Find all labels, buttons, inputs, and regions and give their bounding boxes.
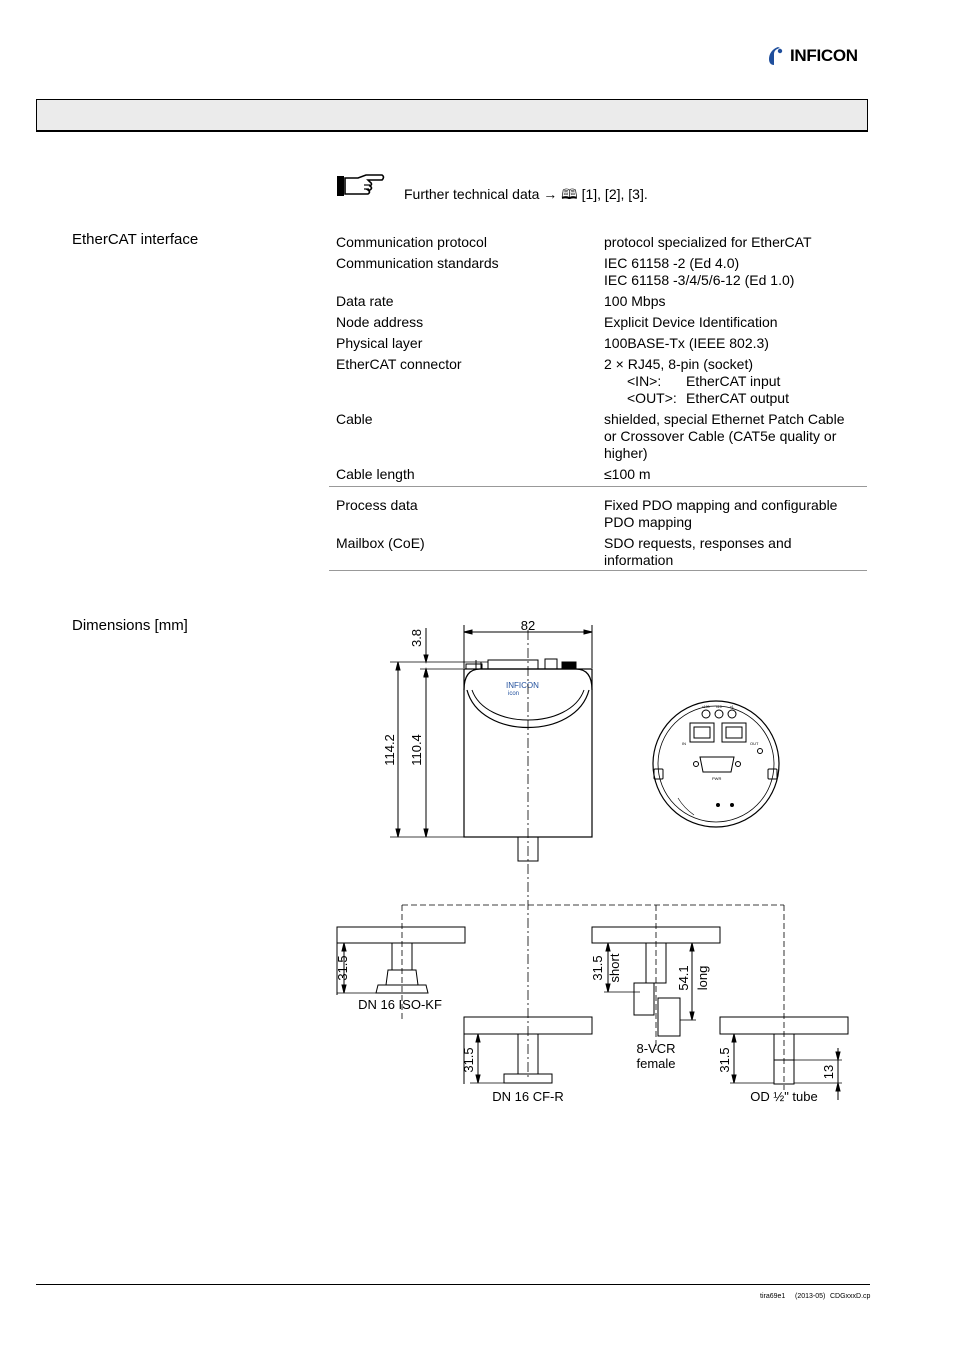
spec-value: protocol specialized for EtherCAT	[604, 234, 812, 250]
spec-key: Data rate	[336, 293, 394, 309]
dimensions-section-label: Dimensions [mm]	[72, 617, 188, 634]
spec-sub-value	[604, 373, 867, 390]
inficon-logo-mark	[766, 45, 786, 67]
panel-out: OUT	[750, 741, 759, 746]
spec-row	[329, 410, 867, 465]
dimension-drawing	[0, 600, 954, 1120]
spec-value: Explicit Device Identification	[604, 314, 778, 330]
vcr-short: 31.5	[590, 955, 605, 981]
vcr-short-word: short	[607, 953, 622, 983]
ethercat-spec-table	[329, 233, 867, 571]
inficon-logo	[766, 44, 858, 68]
vcr-label-1: 8-VCR	[636, 1041, 676, 1056]
tube-13: 13	[821, 1064, 836, 1080]
footer-file: CDGxxxD.cp	[830, 1293, 871, 1300]
spec-key: Cable	[336, 411, 373, 427]
vcr-long-word: long	[695, 965, 710, 991]
tube-height: 31.5	[717, 1047, 732, 1073]
spec-value: ≤100 m	[604, 466, 651, 482]
spec-sub-value	[604, 390, 867, 407]
note-hand-icon	[336, 172, 386, 208]
panel-x1: x1	[730, 705, 734, 709]
spec-row	[329, 233, 867, 254]
spec-row	[329, 334, 867, 355]
spec-row	[329, 254, 867, 292]
panel-pwr: PWR	[712, 776, 722, 781]
cf-label: DN 16 CF-R	[492, 1089, 564, 1104]
spec-value: PDO mapping	[604, 514, 692, 530]
logo-text: INFICON	[790, 46, 858, 65]
spec-row	[329, 465, 867, 487]
spec-value: IEC 61158 -2 (Ed 4.0)	[604, 255, 740, 271]
kf-label: DN 16 ISO-KF	[358, 997, 442, 1012]
footer-doc-id: tira69e1	[760, 1293, 786, 1300]
spec-key: Cable length	[336, 466, 415, 482]
connector-desc: EtherCAT input	[686, 373, 781, 389]
kf-height: 31.5	[335, 955, 350, 981]
connector-desc: EtherCAT output	[686, 390, 789, 406]
connector-port: <OUT>:	[627, 390, 677, 406]
spec-key: Process data	[336, 497, 418, 513]
spec-row	[329, 487, 867, 535]
spec-value: higher)	[604, 445, 648, 461]
spec-key: EtherCAT connector	[336, 356, 462, 372]
note-text: Further technical data → 🕮 [1], [2], [3].	[404, 186, 648, 202]
spec-key: Communication standards	[336, 255, 499, 271]
gauge-brand: INFICON	[506, 681, 539, 690]
panel-x100: x100	[702, 705, 710, 709]
spec-key: Node address	[336, 314, 424, 330]
rear-panel-view	[653, 701, 779, 827]
dim-3-8: 3.8	[409, 628, 424, 648]
dim-114-2: 114.2	[382, 734, 397, 766]
footer-date: (2013-05)	[795, 1293, 826, 1300]
panel-x10: x10	[716, 705, 722, 709]
spec-value: 100 Mbps	[604, 293, 666, 309]
tube-label: OD ½" tube	[750, 1089, 818, 1104]
iso-kf-fitting	[337, 927, 465, 993]
gauge-model: icon	[508, 691, 520, 697]
cf-height: 31.5	[461, 1047, 476, 1073]
spec-value: Fixed PDO mapping and configurable	[604, 497, 838, 513]
dim-110-4: 110.4	[409, 734, 424, 766]
panel-in: IN	[682, 741, 686, 746]
connector-port: <IN>:	[627, 373, 662, 389]
spec-row	[329, 292, 867, 313]
header-bar	[36, 99, 868, 132]
spec-value: SDO requests, responses and	[604, 535, 792, 551]
vcr-long: 54.1	[676, 965, 691, 991]
spec-value: information	[604, 552, 674, 568]
spec-row	[329, 534, 867, 571]
spec-value: shielded, special Ethernet Patch Cable	[604, 411, 845, 427]
spec-value: 2 × RJ45, 8-pin (socket)	[604, 356, 754, 372]
dim-82: 82	[520, 618, 536, 633]
spec-key: Communication protocol	[336, 234, 487, 250]
spec-value: 100BASE-Tx (IEEE 802.3)	[604, 335, 769, 351]
spec-row	[329, 355, 867, 410]
ethercat-section-label: EtherCAT interface	[72, 231, 199, 248]
vcr-label-2: female	[636, 1056, 676, 1071]
spec-key: Physical layer	[336, 335, 423, 351]
footer-line	[36, 1284, 870, 1285]
spec-key: Mailbox (CoE)	[336, 535, 425, 551]
spec-row	[329, 313, 867, 334]
spec-value: or Crossover Cable (CAT5e quality or	[604, 428, 837, 444]
spec-value: IEC 61158 -3/4/5/6-12 (Ed 1.0)	[604, 272, 795, 288]
